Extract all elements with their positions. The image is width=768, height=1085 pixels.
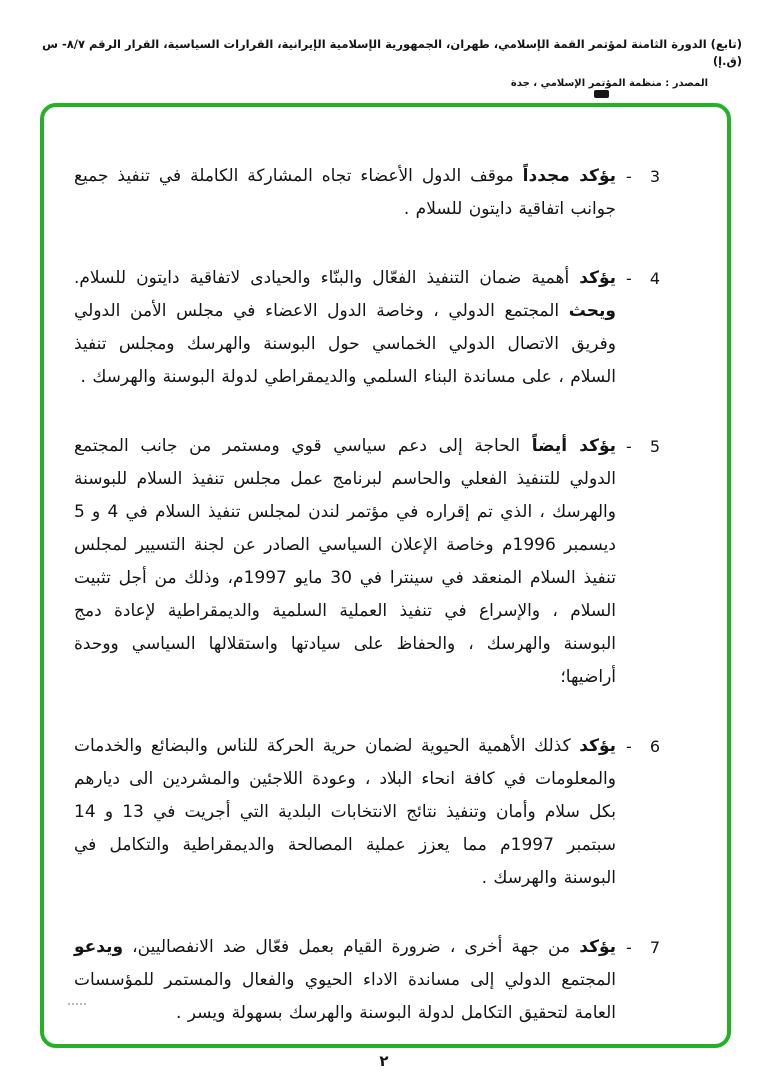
- numbered-paragraph: [74, 160, 660, 226]
- numbered-paragraph: [74, 730, 660, 895]
- numbered-paragraph: [74, 931, 660, 1030]
- paragraph-body-text: الحاجة إلى دعم سياسي قوي ومستمر من جانب المجتمع الدولي للتنفيذ الفعلي والحاسم لبرنامج عمل مجلس تنفيذ السلام للبوسنة والهرسك ، الذي تم إقراره في مؤتمر لندن لمجلس تنفيذ السلام في 4 و 5 ديسمبر 1996م وخاصة الإعلان السياسي الصادر عن لجنة التسيير لمجلس تنفيذ السلام المنعقد في سينترا في 30 مايو 1997م، وذلك من أجل تثبيت السلام ، والإسراع في تنفيذ العملية السلمية والديمقراطية لإعادة دمج البوسنة والهرسك ، والحفاظ على سيادتها واستقلالها السياسي ووحدة أراضيها؛: [74, 436, 617, 687]
- paragraph-marker: [626, 430, 660, 694]
- paragraph-lead-word: يؤكد: [579, 736, 616, 756]
- paragraph-dash: -: [626, 737, 632, 756]
- paragraph-text: [74, 430, 616, 694]
- paragraph-marker: [626, 730, 660, 895]
- paragraph-text: [74, 262, 616, 394]
- paragraph-body-text: المجتمع الدولي ، وخاصة الدول الاعضاء في مجلس الأمن الدولي وفريق الاتصال الدولي الخماسي حول البوسنة والهرسك ومجلس تنفيذ السلام ، على مساندة البناء السلمي والديمقراطي لدولة البوسنة والهرسك .: [74, 301, 616, 387]
- paragraph-text: [74, 730, 616, 895]
- paragraph-number: 5: [649, 437, 660, 456]
- paragraph-text: [74, 931, 616, 1030]
- paragraph-number: 3: [649, 167, 660, 186]
- paragraph-body-text: أهمية ضمان التنفيذ الفعّال والبنّاء والحيادى لاتفاقية دايتون للسلام.: [74, 268, 580, 288]
- paragraph-marker: [626, 262, 660, 394]
- paragraph-list: [74, 160, 660, 1066]
- page-number: ٢: [379, 1052, 389, 1070]
- paragraph-lead-word: يؤكد أيضاً: [531, 436, 616, 456]
- paragraph-number: 7: [649, 938, 660, 957]
- header-title-line: (تابع) الدورة الثامنة لمؤتمر القمة الإسلامي، طهران، الجمهورية الإسلامية الإيرانية، القرارات السياسية، القرار الرقم ٨/٧- س (ق.إ): [42, 37, 742, 69]
- paragraph-lead-word: ويحث: [568, 301, 616, 321]
- paragraph-dash: -: [626, 938, 632, 957]
- paragraph-number: 6: [649, 737, 660, 756]
- paragraph-lead-word: ويدعو: [74, 937, 124, 957]
- paragraph-body-text: من جهة أخرى ، ضرورة القيام بعمل فعّال ضد الانفصاليين،: [123, 937, 580, 957]
- paragraph-marker: [626, 160, 660, 226]
- document-header: [14, 36, 742, 89]
- paragraph-dash: -: [626, 167, 632, 186]
- paragraph-marker: [626, 931, 660, 1030]
- paragraph-number: 4: [649, 269, 660, 288]
- paragraph-body-text: كذلك الأهمية الحيوية لضمان حرية الحركة للناس والبضائع والخدمات والمعلومات في كافة انحاء البلاد ، وعودة اللاجئين والمشردين الى ديارهم بكل سلام وأمان وتنفيذ نتائج الانتخابات البلدية التي أجريت في 13 و 14 سبتمبر 1997م مما يعزز عملية المصالحة والديمقراطية والتكامل في البوسنة والهرسك .: [74, 736, 616, 888]
- paragraph-body-text: موقف الدول الأعضاء تجاه المشاركة الكاملة في تنفيذ جميع جوانب اتفاقية دايتون للسلام .: [74, 166, 616, 219]
- paragraph-body-text: المجتمع الدولي إلى مساندة الاداء الحيوي والفعال والمستمر للمؤسسات العامة لتحقيق التكامل لدولة البوسنة والهرسك بسهولة ويسر .: [74, 970, 616, 1023]
- scan-artifact: [68, 1001, 86, 1005]
- paragraph-lead-word: يؤكد: [579, 268, 616, 288]
- header-source-line: المصدر : منظمة المؤتمر الإسلامي ، جدة: [510, 77, 708, 89]
- paragraph-dash: -: [626, 269, 632, 288]
- paragraph-lead-word: يؤكد: [579, 937, 616, 957]
- paragraph-lead-word: يؤكد مجدداً: [522, 166, 616, 186]
- numbered-paragraph: [74, 430, 660, 694]
- paragraph-dash: -: [626, 437, 632, 456]
- numbered-paragraph: [74, 262, 660, 394]
- paragraph-text: [74, 160, 616, 226]
- scan-artifact: [594, 90, 609, 98]
